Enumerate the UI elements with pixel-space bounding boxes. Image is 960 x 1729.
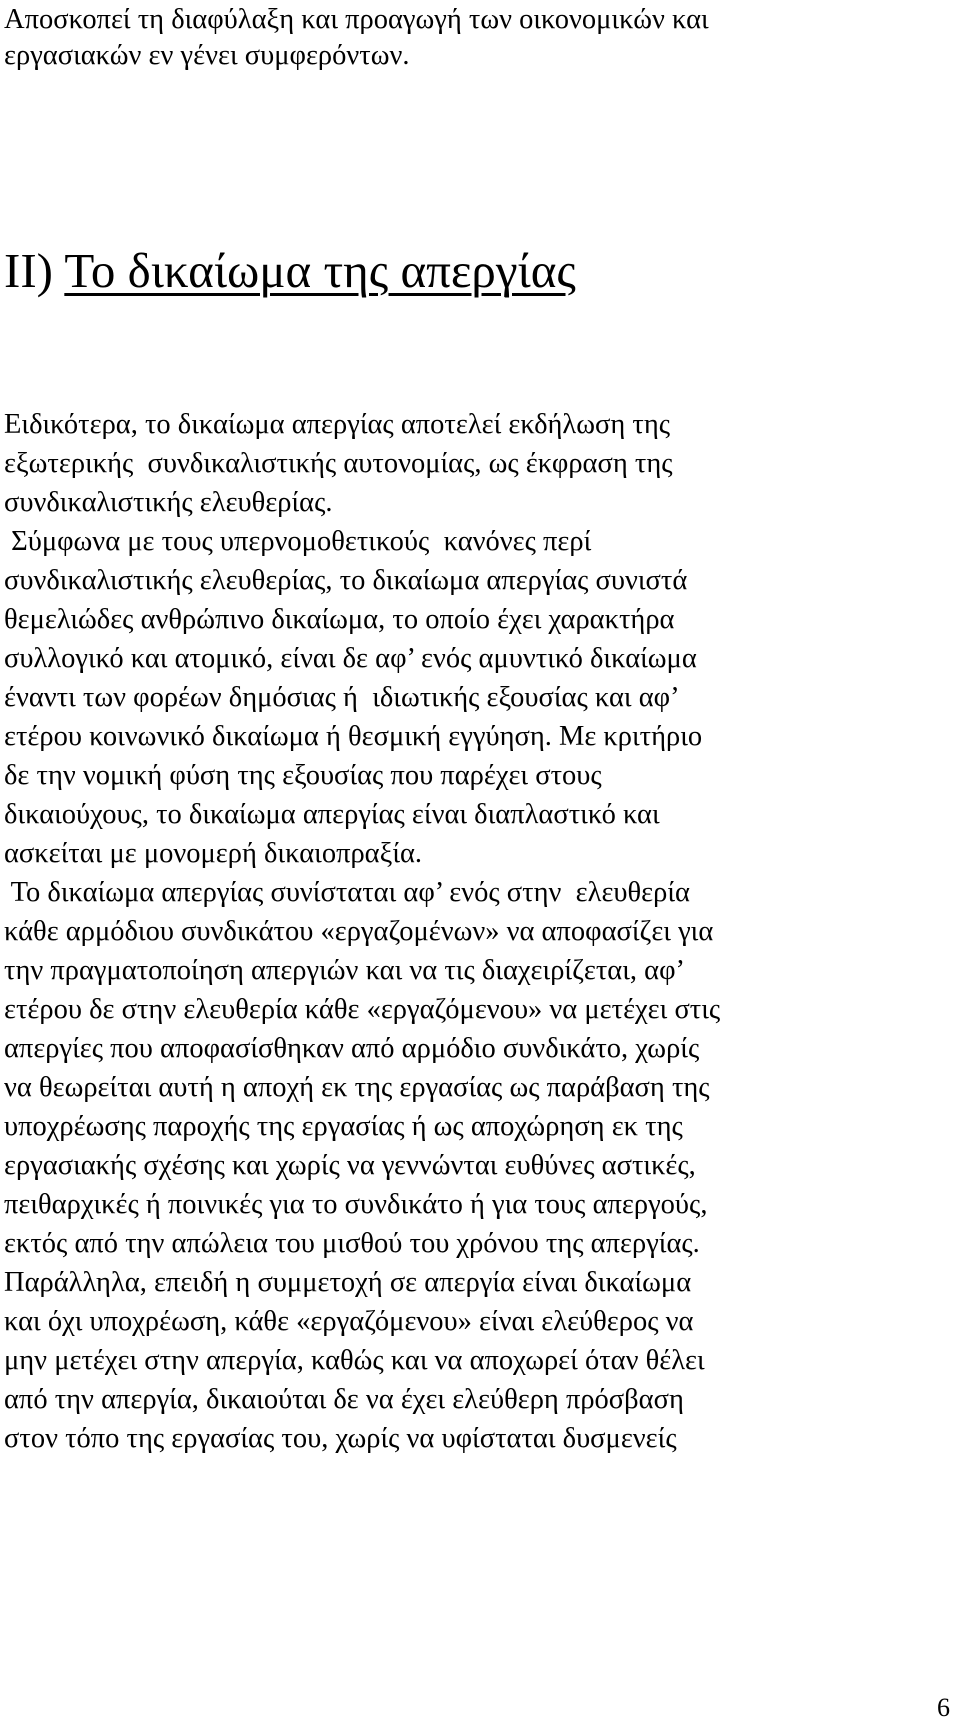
paragraph-line: και όχι υποχρέωση, κάθε «εργαζόμενου» είναι ελεύθερος να [4, 1306, 694, 1337]
paragraph-line: εξωτερικής συνδικαλιστικής αυτονομίας, ως έκφραση της [4, 448, 673, 479]
paragraph-line: εργασιακής σχέσης και χωρίς να γεννώνται ευθύνες αστικές, [4, 1150, 696, 1181]
paragraph-line: Αποσκοπεί τη διαφύλαξη και προαγωγή των οικονομικών και [4, 4, 709, 35]
paragraph-line: μην μετέχει στην απεργία, καθώς και να αποχωρεί όταν θέλει [4, 1345, 705, 1376]
paragraph-line: πειθαρχικές ή ποινικές για το συνδικάτο ή για τους απεργούς, [4, 1189, 708, 1220]
paragraph-line: ετέρου δε στην ελευθερία κάθε «εργαζόμενου» να μετέχει στις [4, 994, 721, 1025]
paragraph-line: συλλογικό και ατομικό, είναι δε αφ’ ενός αμυντικό δικαίωμα [4, 643, 697, 674]
section-title: Το δικαίωμα της απεργίας [64, 243, 576, 298]
paragraph-line: ετέρου κοινωνικό δικαίωμα ή θεσμική εγγύηση. Με κριτήριο [4, 721, 703, 752]
paragraph-line: εργασιακών εν γένει συμφερόντων. [4, 40, 410, 71]
paragraph-line: την πραγματοποίηση απεργιών και να τις διαχειρίζεται, αφ’ [4, 955, 686, 986]
paragraph-line: εκτός από την απώλεια του μισθού του χρόνου της απεργίας. [4, 1228, 700, 1259]
paragraph-line: Παράλληλα, επειδή η συμμετοχή σε απεργία είναι δικαίωμα [4, 1267, 692, 1298]
paragraph-line: υποχρέωσης παροχής της εργασίας ή ως αποχώρηση εκ της [4, 1111, 683, 1142]
paragraph-line: στον τόπο της εργασίας του, χωρίς να υφίσταται δυσμενείς [4, 1423, 677, 1454]
paragraph-line: συνδικαλιστικής ελευθερίας, το δικαίωμα απεργίας συνιστά [4, 565, 688, 596]
paragraph-line: Ειδικότερα, το δικαίωμα απεργίας αποτελεί εκδήλωση της [4, 409, 671, 440]
paragraph-line: έναντι των φορέων δημόσιας ή ιδιωτικής εξουσίας και αφ’ [4, 682, 680, 713]
paragraph-line: ασκείται με μονομερή δικαιοπραξία. [4, 838, 423, 869]
paragraph-line: δικαιούχους, το δικαίωμα απεργίας είναι διαπλαστικό και [4, 799, 660, 830]
paragraph-line: Σύμφωνα με τους υπερνομοθετικούς κανόνες περί [4, 526, 592, 557]
paragraph-line: απεργίες που αποφασίσθηκαν από αρμόδιο συνδικάτο, χωρίς [4, 1033, 700, 1064]
paragraph-line: θεμελιώδες ανθρώπινο δικαίωμα, το οποίο έχει χαρακτήρα [4, 604, 675, 635]
paragraph-line: κάθε αρμόδιου συνδικάτου «εργαζομένων» να αποφασίζει για [4, 916, 714, 947]
page-number: 6 [937, 1693, 950, 1722]
paragraph-line: από την απεργία, δικαιούται δε να έχει ελεύθερη πρόσβαση [4, 1384, 684, 1415]
paragraph-line: Το δικαίωμα απεργίας συνίσταται αφ’ ενός στην ελευθερία [4, 877, 690, 908]
section-heading [4, 241, 576, 301]
section-number: ΙΙ) [4, 243, 53, 298]
paragraph-line: δε την νομική φύση της εξουσίας που παρέχει στους [4, 760, 602, 791]
paragraph-line: συνδικαλιστικής ελευθερίας. [4, 487, 333, 518]
paragraph-line: να θεωρείται αυτή η αποχή εκ της εργασίας ως παράβαση της [4, 1072, 710, 1103]
